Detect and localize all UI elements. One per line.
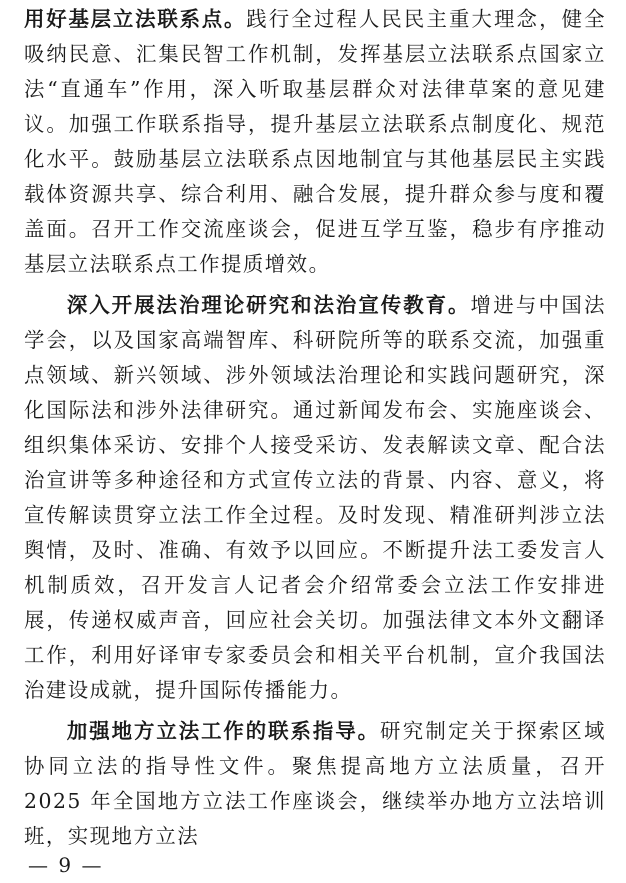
paragraph-lead-heading: 加强地方立法工作的联系指导。	[66, 719, 381, 743]
paragraph-legal-theory-research-and-publicity	[24, 288, 606, 708]
document-page	[24, 2, 606, 854]
paragraph-body-text: 研究制定关于探索区域协同立法的指导性文件。聚焦提高地方立法质量，召开 2025 年全国地方立法工作座谈会，继续举办地方立法培训班，实现地方立法	[24, 719, 606, 848]
page-number: — 9 —	[28, 853, 104, 877]
paragraph-grassroots-legislative-contact-points	[24, 2, 606, 282]
paragraph-local-legislation-guidance	[24, 714, 606, 854]
paragraph-body-text: 增进与中国法学会，以及国家高端智库、科研院所等的联系交流，加强重点领域、新兴领域、涉外领域法治理论和实践问题研究，深化国际法和涉外法律研究。通过新闻发布会、实施座谈会、组织集体采访、安排个人接受采访、发表解读文章、配合法治宣讲等多种途径和方式宣传立法的背景、内容、意义，将宣传解读贯穿立法工作全过程。及时发现、精准研判涉立法舆情，及时、准确、有效予以回应。不断提升法工委发言人机制质效，召开发言人记者会介绍常委会立法工作安排进展，传递权威声音，回应社会关切。加强法律文本外文翻译工作，利用好译审专家委员会和相关平台机制，宣介我国法治建设成就，提升国际传播能力。	[24, 293, 606, 702]
paragraph-lead-heading: 深入开展法治理论研究和法治宣传教育。	[66, 293, 471, 317]
paragraph-body-text: 践行全过程人民民主重大理念，健全吸纳民意、汇集民智工作机制，发挥基层立法联系点国家立法“直通车”作用，深入听取基层群众对法律草案的意见建议。加强工作联系指导，提升基层立法联系点制度化、规范化水平。鼓励基层立法联系点因地制宜与其他基层民主实践载体资源共享、综合利用、融合发展，提升群众参与度和覆盖面。召开工作交流座谈会，促进互学互鉴，稳步有序推动基层立法联系点工作提质增效。	[24, 7, 607, 276]
paragraph-lead-heading: 用好基层立法联系点。	[24, 7, 247, 31]
